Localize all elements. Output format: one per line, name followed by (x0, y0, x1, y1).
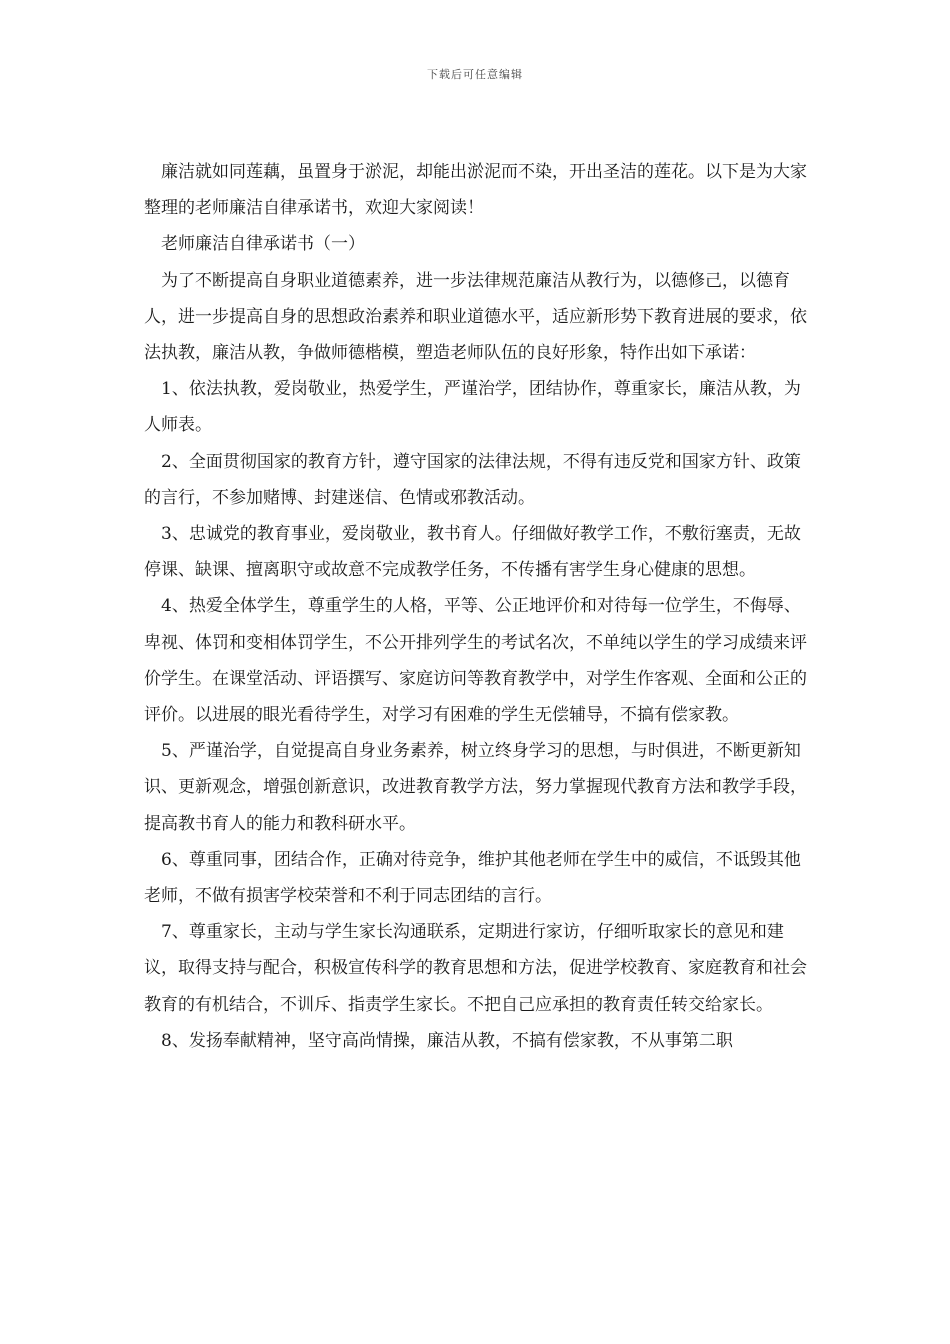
section-title: 老师廉洁自律承诺书（一） (161, 234, 365, 255)
commitment-item-7: 7、尊重家长，主动与学生家长沟通联系，定期进行家访，仔细听取家长的意见和建议，取得支持与配合，积极宣传科学的教育思想和方法，促进学校教育、家庭教育和社会教育的有机结合，不训斥、指责学生家长。不把自己应承担的教育责任转交给家长。 (144, 922, 807, 1015)
commitment-item-8: 8、发扬奉献精神，坚守高尚情操，廉洁从教，不搞有偿家教，不从事第二职 (161, 1030, 733, 1051)
commitment-item-5: 5、严谨治学，自觉提高自身业务素养，树立终身学习的思想，与时俱进，不断更新知识、更新观念，增强创新意识，改进教育教学方法，努力掌握现代教育方法和教学手段，提高教书育人的能力和教科研水平。 (144, 741, 807, 834)
commitment-item-1: 1、依法执教，爱岗敬业，热爱学生，严谨治学，团结协作，尊重家长，廉洁从教，为人师表。 (144, 379, 801, 436)
header-note: 下载后可任意编辑 (427, 68, 523, 81)
commitment-item-4: 4、热爱全体学生，尊重学生的人格，平等、公正地评价和对待每一位学生，不侮辱、卑视、体罚和变相体罚学生，不公开排列学生的考试名次，不单纯以学生的学习成绩来评价学生。在课堂活动、评语撰写、家庭访问等教育教学中，对学生作客观、全面和公正的评价。以进展的眼光看待学生，对学习有困难的学生无偿辅导，不搞有偿家教。 (144, 596, 807, 726)
commitment-item-6: 6、尊重同事，团结合作，正确对待竞争，维护其他老师在学生中的威信，不诋毁其他老师，不做有损害学校荣誉和不利于同志团结的言行。 (144, 849, 801, 907)
commitment-item-3: 3、忠诚党的教育事业，爱岗敬业，教书育人。仔细做好教学工作，不敷衍塞责，无故停课、缺课、擅离职守或故意不完成教学任务，不传播有害学生身心健康的思想。 (144, 524, 801, 581)
document-body (144, 154, 808, 1059)
commitment-item-2: 2、全面贯彻国家的教育方针，遵守国家的法律法规，不得有违反党和国家方针、政策的言行，不参加赌博、封建迷信、色情或邪教活动。 (144, 451, 801, 508)
preamble-paragraph: 为了不断提高自身职业道德素养，进一步法律规范廉洁从教行为，以德修己，以德育人，进一步提高自身的思想政治素养和职业道德水平，适应新形势下教育进展的要求，依法执教，廉洁从教，争做师德楷模，塑造老师队伍的良好形象，特作出如下承诺： (144, 270, 807, 364)
intro-paragraph: 廉洁就如同莲藕，虽置身于淤泥，却能出淤泥而不染，开出圣洁的莲花。以下是为大家整理的老师廉洁自律承诺书，欢迎大家阅读！ (144, 162, 807, 219)
